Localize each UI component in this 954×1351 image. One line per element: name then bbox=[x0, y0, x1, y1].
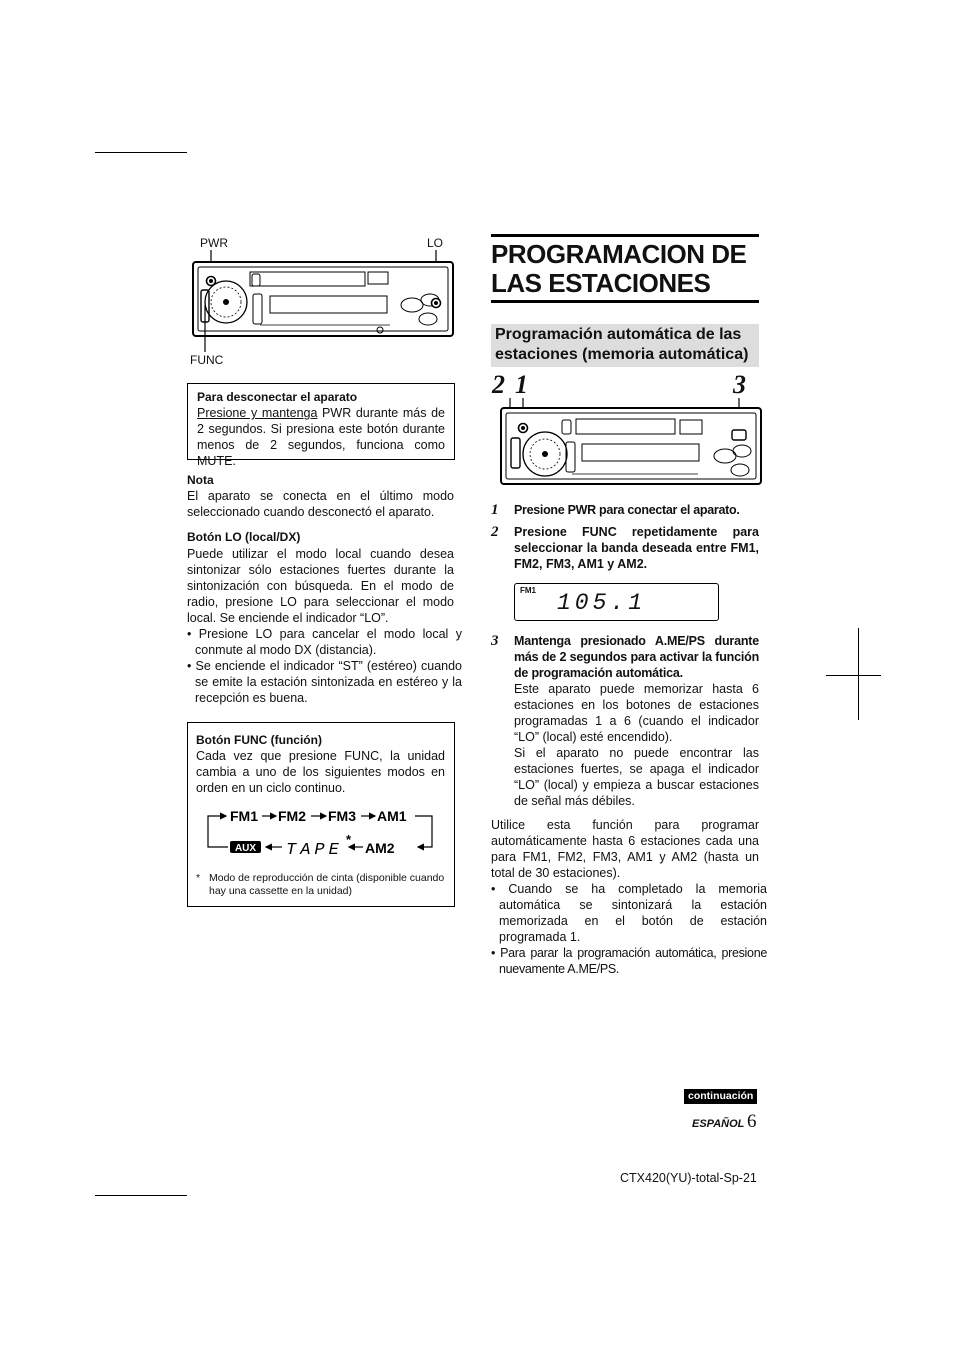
auto-memory-body: Utilice esta función para programar automáticamente hasta 6 estaciones cada una para FM1, FM2, FM3, AM1 y AM2 (hasta un total de 30 estaciones). bbox=[491, 818, 759, 880]
mode-tape-star: * bbox=[346, 832, 352, 847]
document-code: CTX420(YU)-total-Sp-21 bbox=[620, 1171, 757, 1185]
box-power-off bbox=[187, 383, 455, 468]
callout-3: 3 bbox=[733, 370, 746, 399]
callout-1: 1 bbox=[515, 370, 528, 399]
mode-am2: AM2 bbox=[365, 840, 395, 856]
language-label: ESPAÑOL bbox=[692, 1118, 745, 1130]
mode-fm3: FM3 bbox=[328, 808, 356, 824]
box-power-off-lead: Presione y mantenga bbox=[197, 406, 318, 420]
step-2-text: Presione FUNC repetidamente para seleccionar la banda deseada entre FM1, FM2, FM3, AM1 y AM2. bbox=[514, 525, 759, 571]
crop-mark-right-horizontal bbox=[826, 675, 881, 676]
callout-2: 2 bbox=[492, 370, 505, 399]
crop-mark-right-vertical bbox=[858, 628, 859, 720]
continuation-tag: continuación bbox=[684, 1089, 757, 1104]
lo-bullet-1: • Presione LO para cancelar el modo local y conmute al modo DX (distancia). bbox=[187, 627, 462, 657]
func-cycle-diagram bbox=[200, 800, 445, 862]
lo-bullet-2: • Se enciende el indicador “ST” (estéreo) cuando se emite la estación sintonizada en estéreo y la recepción es buena. bbox=[187, 659, 462, 705]
crop-mark-top-left bbox=[95, 152, 187, 153]
box-power-off-title: Para desconectar el aparato bbox=[197, 390, 358, 404]
auto-memory-bullet-1: • Cuando se ha completado la memoria automática se sintonizará la estación memorizada en el botón de estación programada 1. bbox=[491, 882, 767, 944]
step-1-text: Presione PWR para conectar el aparato. bbox=[514, 503, 740, 517]
label-lo: LO bbox=[427, 236, 444, 250]
func-footnote: Modo de reproducción de cinta (disponible cuando hay una cassette en la unidad) bbox=[209, 872, 445, 897]
lcd-frequency: 105.1 bbox=[557, 590, 647, 616]
nota-title: Nota bbox=[187, 473, 214, 487]
step-1-num: 1 bbox=[491, 502, 499, 518]
func-footnote-mark: * bbox=[196, 872, 201, 884]
mode-tape: TAPE bbox=[286, 841, 343, 860]
auto-memory-bullet-2: • Para parar la programación automática, presione nuevamente A.ME/PS. bbox=[491, 946, 767, 976]
mode-am1: AM1 bbox=[377, 808, 407, 824]
page-number: 6 bbox=[747, 1111, 757, 1132]
step-3 bbox=[491, 633, 759, 683]
lcd-display bbox=[514, 583, 719, 621]
lcd-band: FM1 bbox=[520, 586, 536, 595]
title-rule-top bbox=[491, 234, 759, 237]
box-power-off-text bbox=[197, 405, 445, 469]
box-power-off-rest: PWR durante más de 2 segundos. Si presiona este botón durante menos de 2 segundos, funciona como MUTE. bbox=[197, 406, 445, 468]
page-title: PROGRAMACION DE LAS ESTACIONES bbox=[491, 239, 747, 298]
label-pwr: PWR bbox=[200, 236, 228, 250]
lo-title: Botón LO (local/DX) bbox=[187, 530, 301, 544]
label-func: FUNC bbox=[190, 353, 224, 367]
step-1 bbox=[491, 502, 759, 520]
step-2 bbox=[491, 524, 759, 574]
car-stereo-illustration-left bbox=[190, 250, 456, 352]
step-3-detail-2: Si el aparato no puede encontrar las estaciones fuertes, se apaga el indicador “LO” (local) y empieza a buscar estaciones de señal más débiles. bbox=[514, 746, 759, 808]
mode-fm1: FM1 bbox=[230, 808, 258, 824]
mode-aux: AUX bbox=[234, 843, 257, 854]
step-3-detail-1: Este aparato puede memorizar hasta 6 estaciones en los botones de estaciones programadas 1 a 6 (cuando el indicador “LO” (local) esté encendido). bbox=[514, 682, 759, 744]
crop-mark-bottom-left bbox=[95, 1195, 187, 1196]
step-3-text: Mantenga presionado A.ME/PS durante más de 2 segundos para activar la función de programación automática. bbox=[514, 634, 759, 680]
title-rule-bottom bbox=[491, 300, 759, 303]
section-subtitle: Programación automática de las estaciones (memoria automática) bbox=[491, 324, 759, 367]
lo-text: Puede utilizar el modo local cuando desea sintonizar sólo estaciones fuertes durante la sintonización con búsqueda. En el modo de radio, presione LO para seleccionar el modo local. Se enciende el indicador “LO”. bbox=[187, 547, 454, 625]
car-stereo-illustration-right bbox=[498, 398, 766, 490]
step-2-num: 2 bbox=[491, 524, 499, 540]
nota-text: El aparato se conecta en el último modo seleccionado cuando desconectó el aparato. bbox=[187, 489, 454, 519]
func-text: Cada vez que presione FUNC, la unidad cambia a uno de los siguientes modos en orden en un ciclo continuo. bbox=[196, 749, 445, 795]
func-title: Botón FUNC (función) bbox=[196, 733, 322, 747]
step-3-num: 3 bbox=[491, 633, 499, 649]
mode-fm2: FM2 bbox=[278, 808, 306, 824]
